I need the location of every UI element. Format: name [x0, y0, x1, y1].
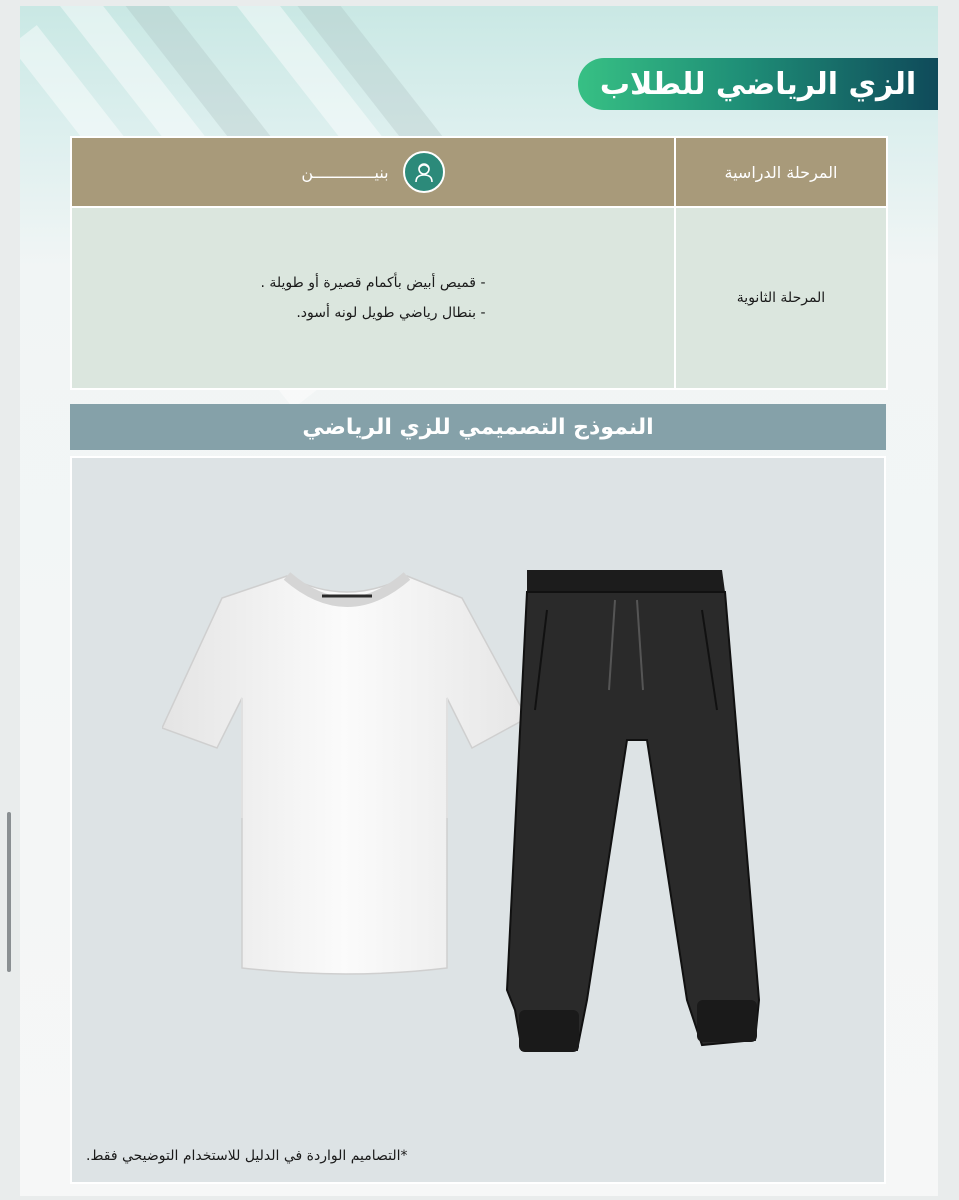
white-tshirt-image: [162, 568, 532, 978]
row-stage: [675, 207, 887, 389]
uniform-table: [70, 136, 888, 390]
page-title: الزي الرياضي للطلاب: [599, 66, 917, 102]
row-items: [71, 207, 675, 389]
uniform-image-panel: [70, 456, 886, 1184]
header-boys-label: بنيـــــــــــــن: [301, 162, 389, 182]
title-banner: [578, 58, 938, 110]
row-stage-label: المرحلة الثانوية: [736, 290, 826, 306]
table-row: [71, 207, 887, 389]
header-stage: [675, 137, 887, 207]
design-title-bar: [70, 404, 886, 450]
design-title: النموذج التصميمي للزي الرياضي: [302, 414, 654, 440]
row-item-pants: - بنطال رياضي طويل لونه أسود.: [296, 305, 486, 321]
header-stage-label: المرحلة الدراسية: [724, 162, 838, 182]
scrollbar[interactable]: [7, 812, 11, 972]
footnote: *التصاميم الواردة في الدليل للاستخدام التوضيحي فقط.: [86, 1148, 408, 1164]
student-boy-icon: [403, 151, 445, 193]
row-item-shirt: - قميص أبيض بأكمام قصيرة أو طويلة .: [260, 275, 486, 291]
header-boys: [71, 137, 675, 207]
black-pants-image: [497, 570, 767, 1110]
document-page: [20, 6, 938, 1196]
table-header-row: [71, 137, 887, 207]
